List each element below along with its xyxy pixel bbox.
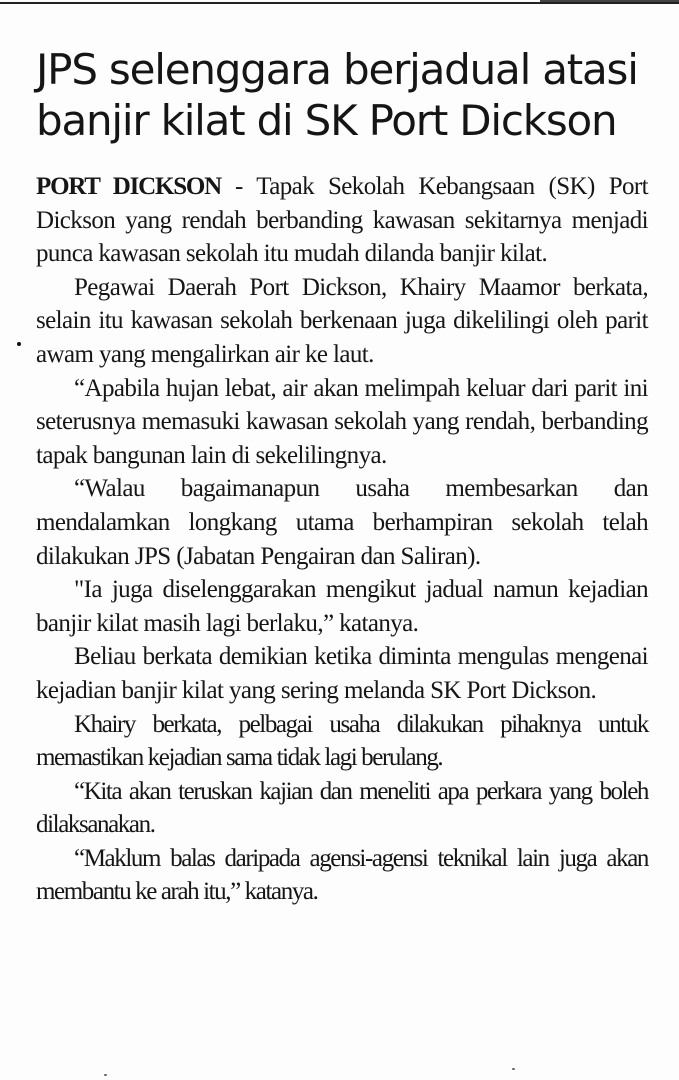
article-paragraph-9: “Maklum balas daripada agensi-agensi teknikal lain juga akan membantu ke arah itu,” katanya. bbox=[36, 844, 648, 906]
margin-dot bbox=[17, 342, 21, 346]
article-paragraph-6: Beliau berkata demikian ketika diminta mengulas mengenai kejadian banjir kilat yang sering melanda SK Port Dickson. bbox=[36, 643, 648, 704]
article-paragraph-5: "Ia juga diselenggarakan mengikut jadual namun kejadian banjir kilat masih lagi berlaku,” katanya. bbox=[36, 576, 648, 637]
article-dateline: PORT DICKSON bbox=[36, 173, 222, 200]
print-speck bbox=[512, 1068, 515, 1070]
article-headline: JPS selenggara berjadual atasi banjir kilat di SK Port Dickson bbox=[36, 45, 638, 145]
article-paragraph-7: Khairy berkata, pelbagai usaha dilakukan pihaknya untuk memastikan kejadian sama tidak lagi berulang. bbox=[36, 710, 648, 772]
paragraph-text: - Tapak Sekolah Kebangsaan (SK) Port Dickson yang rendah berbanding kawasan sekitarnya menjadi punca kawasan sekolah itu mudah dilanda banjir kilat. bbox=[36, 173, 649, 268]
article-body bbox=[36, 170, 648, 909]
top-rule-line bbox=[0, 2, 679, 4]
article-paragraph-8: “Kita akan teruskan kajian dan meneliti apa perkara yang boleh dilaksanakan. bbox=[36, 777, 648, 839]
article-paragraph-3: “Apabila hujan lebat, air akan melimpah keluar dari parit ini seterusnya memasuki kawasan sekolah yang rendah, berbanding tapak bangunan lain di sekelilingnya. bbox=[36, 374, 648, 469]
article-paragraph-1 bbox=[36, 170, 648, 271]
print-speck bbox=[104, 1074, 107, 1076]
article-paragraph-4: “Walau bagaimanapun usaha membesarkan dan mendalamkan longkang utama berhampiran sekolah telah dilakukan JPS (Jabatan Pengairan dan Saliran). bbox=[36, 475, 648, 570]
article-paragraph-2: Pegawai Daerah Port Dickson, Khairy Maamor berkata, selain itu kawasan sekolah berkenaan juga dikelilingi oleh parit awam yang mengalirkan air ke laut. bbox=[36, 273, 648, 368]
top-rule-accent bbox=[540, 0, 679, 2]
